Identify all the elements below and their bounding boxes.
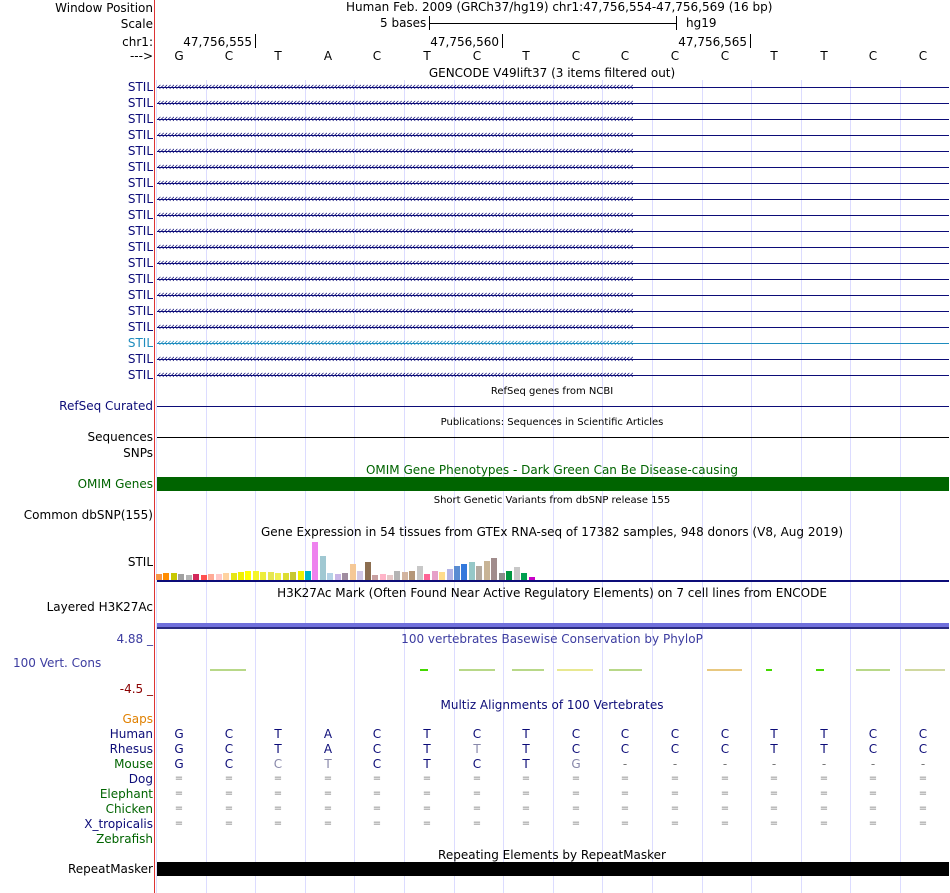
gtex-tissue-bar[interactable] bbox=[499, 573, 505, 580]
scale-bar bbox=[429, 16, 677, 30]
h3k27ac-baseline bbox=[157, 627, 949, 629]
species-label[interactable]: Dog bbox=[128, 772, 153, 786]
gtex-tissue-bar[interactable] bbox=[521, 573, 527, 580]
aligned-base: T bbox=[770, 742, 778, 756]
species-label[interactable]: Elephant bbox=[99, 787, 153, 801]
gencode-gene-label[interactable]: STIL bbox=[127, 224, 153, 238]
reference-base: C bbox=[372, 49, 382, 63]
gtex-tissue-bar[interactable] bbox=[283, 573, 289, 580]
gtex-tissue-bar[interactable] bbox=[447, 569, 453, 580]
publications-line[interactable] bbox=[157, 437, 949, 438]
omim-label[interactable]: OMIM Genes bbox=[77, 477, 153, 491]
aligned-base: C bbox=[720, 742, 730, 756]
strand-arrows: ‹‹‹‹‹‹‹‹‹‹‹‹‹‹‹‹‹‹‹‹‹‹‹‹‹‹‹‹‹‹‹‹‹‹‹‹‹‹‹‹‹‹‹‹‹‹‹‹‹‹‹‹‹‹‹‹‹‹‹‹‹‹‹‹‹‹‹‹‹‹‹‹‹‹‹‹‹‹‹‹‹‹‹‹‹‹‹‹‹‹‹‹‹‹‹‹‹‹‹‹‹‹‹‹‹‹‹‹‹‹‹‹‹‹‹‹‹‹‹‹‹‹‹‹‹‹‹‹‹‹‹‹‹‹‹‹‹‹‹‹ bbox=[157, 160, 633, 173]
aligned-base: = bbox=[521, 818, 531, 829]
gtex-tissue-bar[interactable] bbox=[350, 564, 356, 580]
aligned-base: C bbox=[918, 727, 928, 741]
conservation-max-label: 4.88 _ bbox=[116, 632, 153, 646]
gtex-tissue-bar[interactable] bbox=[394, 571, 400, 580]
gtex-tissue-bar[interactable] bbox=[417, 566, 423, 580]
gtex-tissue-bar[interactable] bbox=[223, 573, 229, 580]
species-label[interactable]: X_tropicalis bbox=[84, 817, 153, 831]
gtex-tissue-bar[interactable] bbox=[342, 573, 348, 580]
chr-label: chr1: bbox=[122, 35, 153, 49]
strand-arrows: ‹‹‹‹‹‹‹‹‹‹‹‹‹‹‹‹‹‹‹‹‹‹‹‹‹‹‹‹‹‹‹‹‹‹‹‹‹‹‹‹‹‹‹‹‹‹‹‹‹‹‹‹‹‹‹‹‹‹‹‹‹‹‹‹‹‹‹‹‹‹‹‹‹‹‹‹‹‹‹‹‹‹‹‹‹‹‹‹‹‹‹‹‹‹‹‹‹‹‹‹‹‹‹‹‹‹‹‹‹‹‹‹‹‹‹‹‹‹‹‹‹‹‹‹‹‹‹‹‹‹‹‹‹‹‹‹‹‹‹‹ bbox=[157, 80, 633, 93]
window-position-label: Window Position bbox=[55, 1, 153, 15]
strand-arrows: ‹‹‹‹‹‹‹‹‹‹‹‹‹‹‹‹‹‹‹‹‹‹‹‹‹‹‹‹‹‹‹‹‹‹‹‹‹‹‹‹‹‹‹‹‹‹‹‹‹‹‹‹‹‹‹‹‹‹‹‹‹‹‹‹‹‹‹‹‹‹‹‹‹‹‹‹‹‹‹‹‹‹‹‹‹‹‹‹‹‹‹‹‹‹‹‹‹‹‹‹‹‹‹‹‹‹‹‹‹‹‹‹‹‹‹‹‹‹‹‹‹‹‹‹‹‹‹‹‹‹‹‹‹‹‹‹‹‹‹‹ bbox=[157, 272, 633, 285]
phylop-mark bbox=[609, 669, 642, 671]
gencode-gene-label[interactable]: STIL bbox=[127, 272, 153, 286]
aligned-base: = bbox=[472, 803, 482, 814]
aligned-base: = bbox=[224, 803, 234, 814]
strand-arrows: ‹‹‹‹‹‹‹‹‹‹‹‹‹‹‹‹‹‹‹‹‹‹‹‹‹‹‹‹‹‹‹‹‹‹‹‹‹‹‹‹‹‹‹‹‹‹‹‹‹‹‹‹‹‹‹‹‹‹‹‹‹‹‹‹‹‹‹‹‹‹‹‹‹‹‹‹‹‹‹‹‹‹‹‹‹‹‹‹‹‹‹‹‹‹‹‹‹‹‹‹‹‹‹‹‹‹‹‹‹‹‹‹‹‹‹‹‹‹‹‹‹‹‹‹‹‹‹‹‹‹‹‹‹‹‹‹‹‹‹‹ bbox=[157, 144, 633, 157]
strand-arrows: ‹‹‹‹‹‹‹‹‹‹‹‹‹‹‹‹‹‹‹‹‹‹‹‹‹‹‹‹‹‹‹‹‹‹‹‹‹‹‹‹‹‹‹‹‹‹‹‹‹‹‹‹‹‹‹‹‹‹‹‹‹‹‹‹‹‹‹‹‹‹‹‹‹‹‹‹‹‹‹‹‹‹‹‹‹‹‹‹‹‹‹‹‹‹‹‹‹‹‹‹‹‹‹‹‹‹‹‹‹‹‹‹‹‹‹‹‹‹‹‹‹‹‹‹‹‹‹‹‹‹‹‹‹‹‹‹‹‹‹‹ bbox=[157, 192, 633, 205]
aligned-base: C bbox=[224, 757, 234, 771]
aligned-base: T bbox=[324, 757, 332, 771]
gtex-tissue-bar[interactable] bbox=[484, 561, 490, 580]
gtex-tissue-bar[interactable] bbox=[402, 572, 408, 580]
phylop-mark bbox=[856, 669, 890, 671]
gencode-gene-label[interactable]: STIL bbox=[127, 80, 153, 94]
aligned-base: = bbox=[720, 773, 730, 784]
aligned-base: T bbox=[423, 742, 431, 756]
strand-arrows: ‹‹‹‹‹‹‹‹‹‹‹‹‹‹‹‹‹‹‹‹‹‹‹‹‹‹‹‹‹‹‹‹‹‹‹‹‹‹‹‹‹‹‹‹‹‹‹‹‹‹‹‹‹‹‹‹‹‹‹‹‹‹‹‹‹‹‹‹‹‹‹‹‹‹‹‹‹‹‹‹‹‹‹‹‹‹‹‹‹‹‹‹‹‹‹‹‹‹‹‹‹‹‹‹‹‹‹‹‹‹‹‹‹‹‹‹‹‹‹‹‹‹‹‹‹‹‹‹‹‹‹‹‹‹‹‹‹‹‹‹ bbox=[157, 336, 633, 349]
aligned-base: = bbox=[174, 818, 184, 829]
position-label: 47,756,560 bbox=[430, 35, 499, 49]
gtex-tissue-bar[interactable] bbox=[365, 562, 371, 580]
aligned-base: = bbox=[372, 803, 382, 814]
omim-track-title[interactable]: OMIM Gene Phenotypes - Dark Green Can Be Disease-causing bbox=[365, 463, 739, 477]
aligned-base: - bbox=[771, 757, 777, 771]
aligned-base: = bbox=[174, 773, 184, 784]
reference-base: G bbox=[174, 49, 184, 63]
aligned-base: = bbox=[472, 818, 482, 829]
gencode-gene-label[interactable]: STIL bbox=[127, 352, 153, 366]
aligned-base: = bbox=[918, 818, 928, 829]
aligned-base: = bbox=[273, 773, 283, 784]
aligned-base: G bbox=[571, 757, 581, 771]
aligned-base: = bbox=[273, 803, 283, 814]
gencode-gene-label[interactable]: STIL bbox=[127, 320, 153, 334]
strand-arrows: ‹‹‹‹‹‹‹‹‹‹‹‹‹‹‹‹‹‹‹‹‹‹‹‹‹‹‹‹‹‹‹‹‹‹‹‹‹‹‹‹‹‹‹‹‹‹‹‹‹‹‹‹‹‹‹‹‹‹‹‹‹‹‹‹‹‹‹‹‹‹‹‹‹‹‹‹‹‹‹‹‹‹‹‹‹‹‹‹‹‹‹‹‹‹‹‹‹‹‹‹‹‹‹‹‹‹‹‹‹‹‹‹‹‹‹‹‹‹‹‹‹‹‹‹‹‹‹‹‹‹‹‹‹‹‹‹‹‹‹‹ bbox=[157, 352, 633, 365]
aligned-base: A bbox=[323, 742, 333, 756]
gencode-gene-label[interactable]: STIL bbox=[127, 208, 153, 222]
publications-track-title[interactable]: Publications: Sequences in Scientific Articles bbox=[440, 417, 664, 428]
reference-base: T bbox=[770, 49, 778, 63]
gtex-tissue-bar[interactable] bbox=[275, 573, 281, 580]
strand-arrows: ‹‹‹‹‹‹‹‹‹‹‹‹‹‹‹‹‹‹‹‹‹‹‹‹‹‹‹‹‹‹‹‹‹‹‹‹‹‹‹‹‹‹‹‹‹‹‹‹‹‹‹‹‹‹‹‹‹‹‹‹‹‹‹‹‹‹‹‹‹‹‹‹‹‹‹‹‹‹‹‹‹‹‹‹‹‹‹‹‹‹‹‹‹‹‹‹‹‹‹‹‹‹‹‹‹‹‹‹‹‹‹‹‹‹‹‹‹‹‹‹‹‹‹‹‹‹‹‹‹‹‹‹‹‹‹‹‹‹‹‹ bbox=[157, 96, 633, 109]
aligned-base: = bbox=[372, 773, 382, 784]
gtex-tissue-bar[interactable] bbox=[476, 566, 482, 580]
aligned-base: G bbox=[174, 757, 184, 771]
aligned-base: C bbox=[273, 757, 283, 771]
aligned-base: C bbox=[720, 727, 730, 741]
aligned-base: = bbox=[620, 788, 630, 799]
phylop-mark bbox=[816, 669, 824, 671]
conservation-track-title[interactable]: 100 vertebrates Basewise Conservation by PhyloP bbox=[401, 632, 703, 646]
aligned-base: = bbox=[521, 788, 531, 799]
aligned-base: = bbox=[422, 788, 432, 799]
aligned-base: = bbox=[720, 788, 730, 799]
aligned-base: = bbox=[174, 788, 184, 799]
gencode-gene-label[interactable]: STIL bbox=[127, 160, 153, 174]
aligned-base: T bbox=[820, 727, 828, 741]
aligned-base: = bbox=[224, 818, 234, 829]
reference-base: T bbox=[423, 49, 431, 63]
gtex-tissue-bar[interactable] bbox=[491, 558, 497, 580]
dbsnp-label[interactable]: Common dbSNP(155) bbox=[23, 508, 153, 522]
aligned-base: = bbox=[372, 818, 382, 829]
reference-base: C bbox=[868, 49, 878, 63]
assembly-position-text: Human Feb. 2009 (GRCh37/hg19) chr1:47,756,554-47,756,569 (16 bp) bbox=[346, 0, 773, 14]
aligned-base: - bbox=[622, 757, 628, 771]
omim-gene-bar[interactable] bbox=[157, 477, 949, 491]
position-tick bbox=[255, 34, 256, 48]
gencode-gene-label[interactable]: STIL bbox=[127, 256, 153, 270]
aligned-base: = bbox=[422, 803, 432, 814]
aligned-base: T bbox=[423, 727, 431, 741]
aligned-base: C bbox=[868, 742, 878, 756]
gaps-label[interactable]: Gaps bbox=[122, 712, 153, 726]
aligned-base: C bbox=[224, 727, 234, 741]
species-label[interactable]: Human bbox=[109, 727, 153, 741]
phylop-mark bbox=[420, 669, 428, 671]
aligned-base: C bbox=[670, 727, 680, 741]
gencode-gene-label[interactable]: STIL bbox=[127, 192, 153, 206]
gtex-tissue-bar[interactable] bbox=[305, 571, 311, 580]
aligned-base: = bbox=[620, 773, 630, 784]
aligned-base: = bbox=[372, 788, 382, 799]
aligned-base: T bbox=[522, 742, 530, 756]
phylop-mark bbox=[459, 669, 495, 671]
position-tick bbox=[750, 34, 751, 48]
gtex-tissue-bar[interactable] bbox=[268, 572, 274, 580]
aligned-base: C bbox=[868, 727, 878, 741]
snps-label[interactable]: SNPs bbox=[123, 446, 153, 460]
aligned-base: G bbox=[174, 742, 184, 756]
aligned-base: - bbox=[821, 757, 827, 771]
gtex-tissue-bar[interactable] bbox=[432, 571, 438, 580]
aligned-base: - bbox=[722, 757, 728, 771]
gtex-tissue-bar[interactable] bbox=[163, 573, 169, 580]
reference-base: C bbox=[571, 49, 581, 63]
gtex-tissue-bar[interactable] bbox=[260, 572, 266, 580]
strand-arrows: ‹‹‹‹‹‹‹‹‹‹‹‹‹‹‹‹‹‹‹‹‹‹‹‹‹‹‹‹‹‹‹‹‹‹‹‹‹‹‹‹‹‹‹‹‹‹‹‹‹‹‹‹‹‹‹‹‹‹‹‹‹‹‹‹‹‹‹‹‹‹‹‹‹‹‹‹‹‹‹‹‹‹‹‹‹‹‹‹‹‹‹‹‹‹‹‹‹‹‹‹‹‹‹‹‹‹‹‹‹‹‹‹‹‹‹‹‹‹‹‹‹‹‹‹‹‹‹‹‹‹‹‹‹‹‹‹‹‹‹‹ bbox=[157, 176, 633, 189]
refseq-gene-line[interactable] bbox=[157, 406, 949, 407]
strand-arrows: ‹‹‹‹‹‹‹‹‹‹‹‹‹‹‹‹‹‹‹‹‹‹‹‹‹‹‹‹‹‹‹‹‹‹‹‹‹‹‹‹‹‹‹‹‹‹‹‹‹‹‹‹‹‹‹‹‹‹‹‹‹‹‹‹‹‹‹‹‹‹‹‹‹‹‹‹‹‹‹‹‹‹‹‹‹‹‹‹‹‹‹‹‹‹‹‹‹‹‹‹‹‹‹‹‹‹‹‹‹‹‹‹‹‹‹‹‹‹‹‹‹‹‹‹‹‹‹‹‹‹‹‹‹‹‹‹‹‹‹‹ bbox=[157, 304, 633, 317]
aligned-base: = bbox=[521, 803, 531, 814]
aligned-base: = bbox=[868, 818, 878, 829]
reference-base: T bbox=[274, 49, 282, 63]
aligned-base: = bbox=[174, 803, 184, 814]
refseq-track-title[interactable]: RefSeq genes from NCBI bbox=[490, 386, 614, 397]
gtex-baseline bbox=[157, 580, 949, 582]
gtex-tissue-bar[interactable] bbox=[253, 571, 259, 580]
strand-arrows: ‹‹‹‹‹‹‹‹‹‹‹‹‹‹‹‹‹‹‹‹‹‹‹‹‹‹‹‹‹‹‹‹‹‹‹‹‹‹‹‹‹‹‹‹‹‹‹‹‹‹‹‹‹‹‹‹‹‹‹‹‹‹‹‹‹‹‹‹‹‹‹‹‹‹‹‹‹‹‹‹‹‹‹‹‹‹‹‹‹‹‹‹‹‹‹‹‹‹‹‹‹‹‹‹‹‹‹‹‹‹‹‹‹‹‹‹‹‹‹‹‹‹‹‹‹‹‹‹‹‹‹‹‹‹‹‹‹‹‹‹ bbox=[157, 320, 633, 333]
gtex-tissue-bar[interactable] bbox=[514, 567, 520, 580]
aligned-base: C bbox=[372, 742, 382, 756]
aligned-base: A bbox=[323, 727, 333, 741]
aligned-base: C bbox=[372, 727, 382, 741]
strand-label: ---> bbox=[129, 49, 153, 63]
conservation-min-label: -4.5 _ bbox=[119, 682, 153, 696]
gtex-tissue-bar[interactable] bbox=[290, 572, 296, 580]
gencode-gene-label[interactable]: STIL bbox=[127, 128, 153, 142]
aligned-base: = bbox=[918, 788, 928, 799]
aligned-base: = bbox=[273, 788, 283, 799]
aligned-base: C bbox=[571, 742, 581, 756]
aligned-base: T bbox=[522, 727, 530, 741]
aligned-base: = bbox=[868, 773, 878, 784]
gencode-gene-label[interactable]: STIL bbox=[127, 112, 153, 126]
repeatmasker-track-title[interactable]: Repeating Elements by RepeatMasker bbox=[438, 848, 666, 862]
strand-arrows: ‹‹‹‹‹‹‹‹‹‹‹‹‹‹‹‹‹‹‹‹‹‹‹‹‹‹‹‹‹‹‹‹‹‹‹‹‹‹‹‹‹‹‹‹‹‹‹‹‹‹‹‹‹‹‹‹‹‹‹‹‹‹‹‹‹‹‹‹‹‹‹‹‹‹‹‹‹‹‹‹‹‹‹‹‹‹‹‹‹‹‹‹‹‹‹‹‹‹‹‹‹‹‹‹‹‹‹‹‹‹‹‹‹‹‹‹‹‹‹‹‹‹‹‹‹‹‹‹‹‹‹‹‹‹‹‹‹‹‹‹ bbox=[157, 208, 633, 221]
gtex-tissue-bar[interactable] bbox=[454, 566, 460, 580]
aligned-base: C bbox=[670, 742, 680, 756]
phylop-mark bbox=[905, 669, 945, 671]
aligned-base: T bbox=[522, 757, 530, 771]
aligned-base: = bbox=[670, 788, 680, 799]
aligned-base: T bbox=[820, 742, 828, 756]
strand-arrows: ‹‹‹‹‹‹‹‹‹‹‹‹‹‹‹‹‹‹‹‹‹‹‹‹‹‹‹‹‹‹‹‹‹‹‹‹‹‹‹‹‹‹‹‹‹‹‹‹‹‹‹‹‹‹‹‹‹‹‹‹‹‹‹‹‹‹‹‹‹‹‹‹‹‹‹‹‹‹‹‹‹‹‹‹‹‹‹‹‹‹‹‹‹‹‹‹‹‹‹‹‹‹‹‹‹‹‹‹‹‹‹‹‹‹‹‹‹‹‹‹‹‹‹‹‹‹‹‹‹‹‹‹‹‹‹‹‹‹‹‹ bbox=[157, 112, 633, 125]
reference-base: C bbox=[720, 49, 730, 63]
aligned-base: = bbox=[571, 788, 581, 799]
aligned-base: G bbox=[174, 727, 184, 741]
strand-arrows: ‹‹‹‹‹‹‹‹‹‹‹‹‹‹‹‹‹‹‹‹‹‹‹‹‹‹‹‹‹‹‹‹‹‹‹‹‹‹‹‹‹‹‹‹‹‹‹‹‹‹‹‹‹‹‹‹‹‹‹‹‹‹‹‹‹‹‹‹‹‹‹‹‹‹‹‹‹‹‹‹‹‹‹‹‹‹‹‹‹‹‹‹‹‹‹‹‹‹‹‹‹‹‹‹‹‹‹‹‹‹‹‹‹‹‹‹‹‹‹‹‹‹‹‹‹‹‹‹‹‹‹‹‹‹‹‹‹‹‹‹ bbox=[157, 288, 633, 301]
dbsnp-track-title[interactable]: Short Genetic Variants from dbSNP release 155 bbox=[433, 495, 671, 506]
aligned-base: C bbox=[620, 742, 630, 756]
repeatmasker-label[interactable]: RepeatMasker bbox=[67, 862, 153, 876]
scale-text: 5 bases bbox=[380, 16, 427, 30]
aligned-base: C bbox=[918, 742, 928, 756]
aligned-base: - bbox=[920, 757, 926, 771]
aligned-base: = bbox=[323, 803, 333, 814]
conservation-label[interactable]: 100 Vert. Cons bbox=[13, 656, 102, 670]
aligned-base: = bbox=[571, 773, 581, 784]
gtex-tissue-bar[interactable] bbox=[312, 542, 318, 580]
aligned-base: = bbox=[224, 788, 234, 799]
aligned-base: - bbox=[672, 757, 678, 771]
aligned-base: = bbox=[819, 773, 829, 784]
aligned-base: = bbox=[521, 773, 531, 784]
gtex-tissue-bar[interactable] bbox=[357, 571, 363, 580]
position-label: 47,756,565 bbox=[678, 35, 747, 49]
aligned-base: = bbox=[472, 788, 482, 799]
aligned-base: = bbox=[918, 803, 928, 814]
aligned-base: = bbox=[769, 818, 779, 829]
reference-base: C bbox=[472, 49, 482, 63]
gtex-tissue-bar[interactable] bbox=[238, 572, 244, 580]
aligned-base: = bbox=[819, 803, 829, 814]
aligned-base: C bbox=[472, 727, 482, 741]
reference-base: C bbox=[918, 49, 928, 63]
aligned-base: = bbox=[769, 788, 779, 799]
aligned-base: = bbox=[868, 803, 878, 814]
aligned-base: C bbox=[472, 757, 482, 771]
phylop-mark bbox=[512, 669, 544, 671]
aligned-base: = bbox=[670, 803, 680, 814]
aligned-base: C bbox=[620, 727, 630, 741]
species-label[interactable]: Chicken bbox=[105, 802, 153, 816]
gencode-gene-label[interactable]: STIL bbox=[127, 336, 153, 350]
species-label[interactable]: Rhesus bbox=[109, 742, 153, 756]
aligned-base: = bbox=[720, 818, 730, 829]
gencode-gene-label[interactable]: STIL bbox=[127, 368, 153, 382]
position-tick bbox=[502, 34, 503, 48]
gtex-tissue-bar[interactable] bbox=[327, 573, 333, 580]
multiz-track-title[interactable]: Multiz Alignments of 100 Vertebrates bbox=[440, 698, 664, 712]
reference-base: A bbox=[323, 49, 333, 63]
aligned-base: = bbox=[670, 818, 680, 829]
aligned-base: T bbox=[274, 742, 282, 756]
phylop-mark bbox=[707, 669, 742, 671]
gencode-gene-label[interactable]: STIL bbox=[127, 96, 153, 110]
reference-base: T bbox=[522, 49, 530, 63]
gtex-tissue-bar[interactable] bbox=[231, 573, 237, 580]
label-divider bbox=[154, 0, 155, 893]
reference-base: C bbox=[670, 49, 680, 63]
gencode-gene-label[interactable]: STIL bbox=[127, 240, 153, 254]
gtex-tissue-bar[interactable] bbox=[469, 562, 475, 580]
gtex-tissue-bar[interactable] bbox=[506, 571, 512, 580]
phylop-mark bbox=[557, 669, 593, 671]
strand-arrows: ‹‹‹‹‹‹‹‹‹‹‹‹‹‹‹‹‹‹‹‹‹‹‹‹‹‹‹‹‹‹‹‹‹‹‹‹‹‹‹‹‹‹‹‹‹‹‹‹‹‹‹‹‹‹‹‹‹‹‹‹‹‹‹‹‹‹‹‹‹‹‹‹‹‹‹‹‹‹‹‹‹‹‹‹‹‹‹‹‹‹‹‹‹‹‹‹‹‹‹‹‹‹‹‹‹‹‹‹‹‹‹‹‹‹‹‹‹‹‹‹‹‹‹‹‹‹‹‹‹‹‹‹‹‹‹‹‹‹‹‹ bbox=[157, 256, 633, 269]
aligned-base: = bbox=[323, 818, 333, 829]
aligned-base: T bbox=[423, 757, 431, 771]
aligned-base: = bbox=[769, 773, 779, 784]
gtex-tissue-bar[interactable] bbox=[298, 571, 304, 580]
aligned-base: = bbox=[868, 788, 878, 799]
gtex-gene-label[interactable]: STIL bbox=[127, 555, 153, 569]
aligned-base: = bbox=[323, 773, 333, 784]
strand-arrows: ‹‹‹‹‹‹‹‹‹‹‹‹‹‹‹‹‹‹‹‹‹‹‹‹‹‹‹‹‹‹‹‹‹‹‹‹‹‹‹‹‹‹‹‹‹‹‹‹‹‹‹‹‹‹‹‹‹‹‹‹‹‹‹‹‹‹‹‹‹‹‹‹‹‹‹‹‹‹‹‹‹‹‹‹‹‹‹‹‹‹‹‹‹‹‹‹‹‹‹‹‹‹‹‹‹‹‹‹‹‹‹‹‹‹‹‹‹‹‹‹‹‹‹‹‹‹‹‹‹‹‹‹‹‹‹‹‹‹‹‹ bbox=[157, 368, 633, 381]
gtex-tissue-bar[interactable] bbox=[245, 571, 251, 580]
scale-label: Scale bbox=[120, 17, 153, 31]
gtex-tissue-bar[interactable] bbox=[320, 556, 326, 580]
aligned-base: = bbox=[819, 788, 829, 799]
strand-arrows: ‹‹‹‹‹‹‹‹‹‹‹‹‹‹‹‹‹‹‹‹‹‹‹‹‹‹‹‹‹‹‹‹‹‹‹‹‹‹‹‹‹‹‹‹‹‹‹‹‹‹‹‹‹‹‹‹‹‹‹‹‹‹‹‹‹‹‹‹‹‹‹‹‹‹‹‹‹‹‹‹‹‹‹‹‹‹‹‹‹‹‹‹‹‹‹‹‹‹‹‹‹‹‹‹‹‹‹‹‹‹‹‹‹‹‹‹‹‹‹‹‹‹‹‹‹‹‹‹‹‹‹‹‹‹‹‹‹‹‹‹ bbox=[157, 224, 633, 237]
aligned-base: = bbox=[224, 773, 234, 784]
strand-arrows: ‹‹‹‹‹‹‹‹‹‹‹‹‹‹‹‹‹‹‹‹‹‹‹‹‹‹‹‹‹‹‹‹‹‹‹‹‹‹‹‹‹‹‹‹‹‹‹‹‹‹‹‹‹‹‹‹‹‹‹‹‹‹‹‹‹‹‹‹‹‹‹‹‹‹‹‹‹‹‹‹‹‹‹‹‹‹‹‹‹‹‹‹‹‹‹‹‹‹‹‹‹‹‹‹‹‹‹‹‹‹‹‹‹‹‹‹‹‹‹‹‹‹‹‹‹‹‹‹‹‹‹‹‹‹‹‹‹‹‹‹ bbox=[157, 240, 633, 253]
species-label[interactable]: Mouse bbox=[114, 757, 153, 771]
aligned-base: - bbox=[870, 757, 876, 771]
gencode-gene-label[interactable]: STIL bbox=[127, 304, 153, 318]
strand-arrows: ‹‹‹‹‹‹‹‹‹‹‹‹‹‹‹‹‹‹‹‹‹‹‹‹‹‹‹‹‹‹‹‹‹‹‹‹‹‹‹‹‹‹‹‹‹‹‹‹‹‹‹‹‹‹‹‹‹‹‹‹‹‹‹‹‹‹‹‹‹‹‹‹‹‹‹‹‹‹‹‹‹‹‹‹‹‹‹‹‹‹‹‹‹‹‹‹‹‹‹‹‹‹‹‹‹‹‹‹‹‹‹‹‹‹‹‹‹‹‹‹‹‹‹‹‹‹‹‹‹‹‹‹‹‹‹‹‹‹‹‹ bbox=[157, 128, 633, 141]
aligned-base: = bbox=[620, 803, 630, 814]
aligned-base: T bbox=[274, 727, 282, 741]
reference-base: C bbox=[620, 49, 630, 63]
aligned-base: = bbox=[472, 773, 482, 784]
aligned-base: = bbox=[918, 773, 928, 784]
aligned-base: T bbox=[770, 727, 778, 741]
repeatmasker-bar[interactable] bbox=[157, 862, 949, 876]
aligned-base: C bbox=[224, 742, 234, 756]
aligned-base: = bbox=[273, 818, 283, 829]
aligned-base: = bbox=[720, 803, 730, 814]
aligned-base: = bbox=[422, 773, 432, 784]
aligned-base: = bbox=[670, 773, 680, 784]
gtex-tissue-bar[interactable] bbox=[409, 571, 415, 580]
aligned-base: T bbox=[473, 742, 481, 756]
aligned-base: = bbox=[620, 818, 630, 829]
aligned-base: = bbox=[422, 818, 432, 829]
reference-base: C bbox=[224, 49, 234, 63]
aligned-base: = bbox=[323, 788, 333, 799]
scale-db: hg19 bbox=[686, 16, 717, 30]
gencode-track-title[interactable]: GENCODE V49lift37 (3 items filtered out) bbox=[428, 66, 676, 80]
gencode-gene-label[interactable]: STIL bbox=[127, 288, 153, 302]
aligned-base: = bbox=[571, 818, 581, 829]
h3k27ac-label[interactable]: Layered H3K27Ac bbox=[46, 600, 153, 614]
aligned-base: = bbox=[769, 803, 779, 814]
sequences-label[interactable]: Sequences bbox=[87, 430, 153, 444]
gencode-gene-label[interactable]: STIL bbox=[127, 176, 153, 190]
aligned-base: C bbox=[372, 757, 382, 771]
phylop-mark bbox=[766, 669, 772, 671]
gencode-gene-label[interactable]: STIL bbox=[127, 144, 153, 158]
gtex-tissue-bar[interactable] bbox=[171, 573, 177, 580]
h3k27ac-track-title[interactable]: H3K27Ac Mark (Often Found Near Active Regulatory Elements) on 7 cell lines from ENCODE bbox=[277, 586, 827, 600]
gtex-track-title[interactable]: Gene Expression in 54 tissues from GTEx RNA-seq of 17382 samples, 948 donors (V8, Aug 2019) bbox=[260, 525, 844, 539]
species-label[interactable]: Zebrafish bbox=[96, 832, 153, 846]
gtex-tissue-bar[interactable] bbox=[439, 572, 445, 580]
refseq-label[interactable]: RefSeq Curated bbox=[59, 399, 153, 413]
gtex-tissue-bar[interactable] bbox=[461, 564, 467, 580]
aligned-base: C bbox=[571, 727, 581, 741]
reference-base: T bbox=[820, 49, 828, 63]
aligned-base: = bbox=[571, 803, 581, 814]
aligned-base: = bbox=[819, 818, 829, 829]
phylop-mark bbox=[210, 669, 246, 671]
position-label: 47,756,555 bbox=[183, 35, 252, 49]
